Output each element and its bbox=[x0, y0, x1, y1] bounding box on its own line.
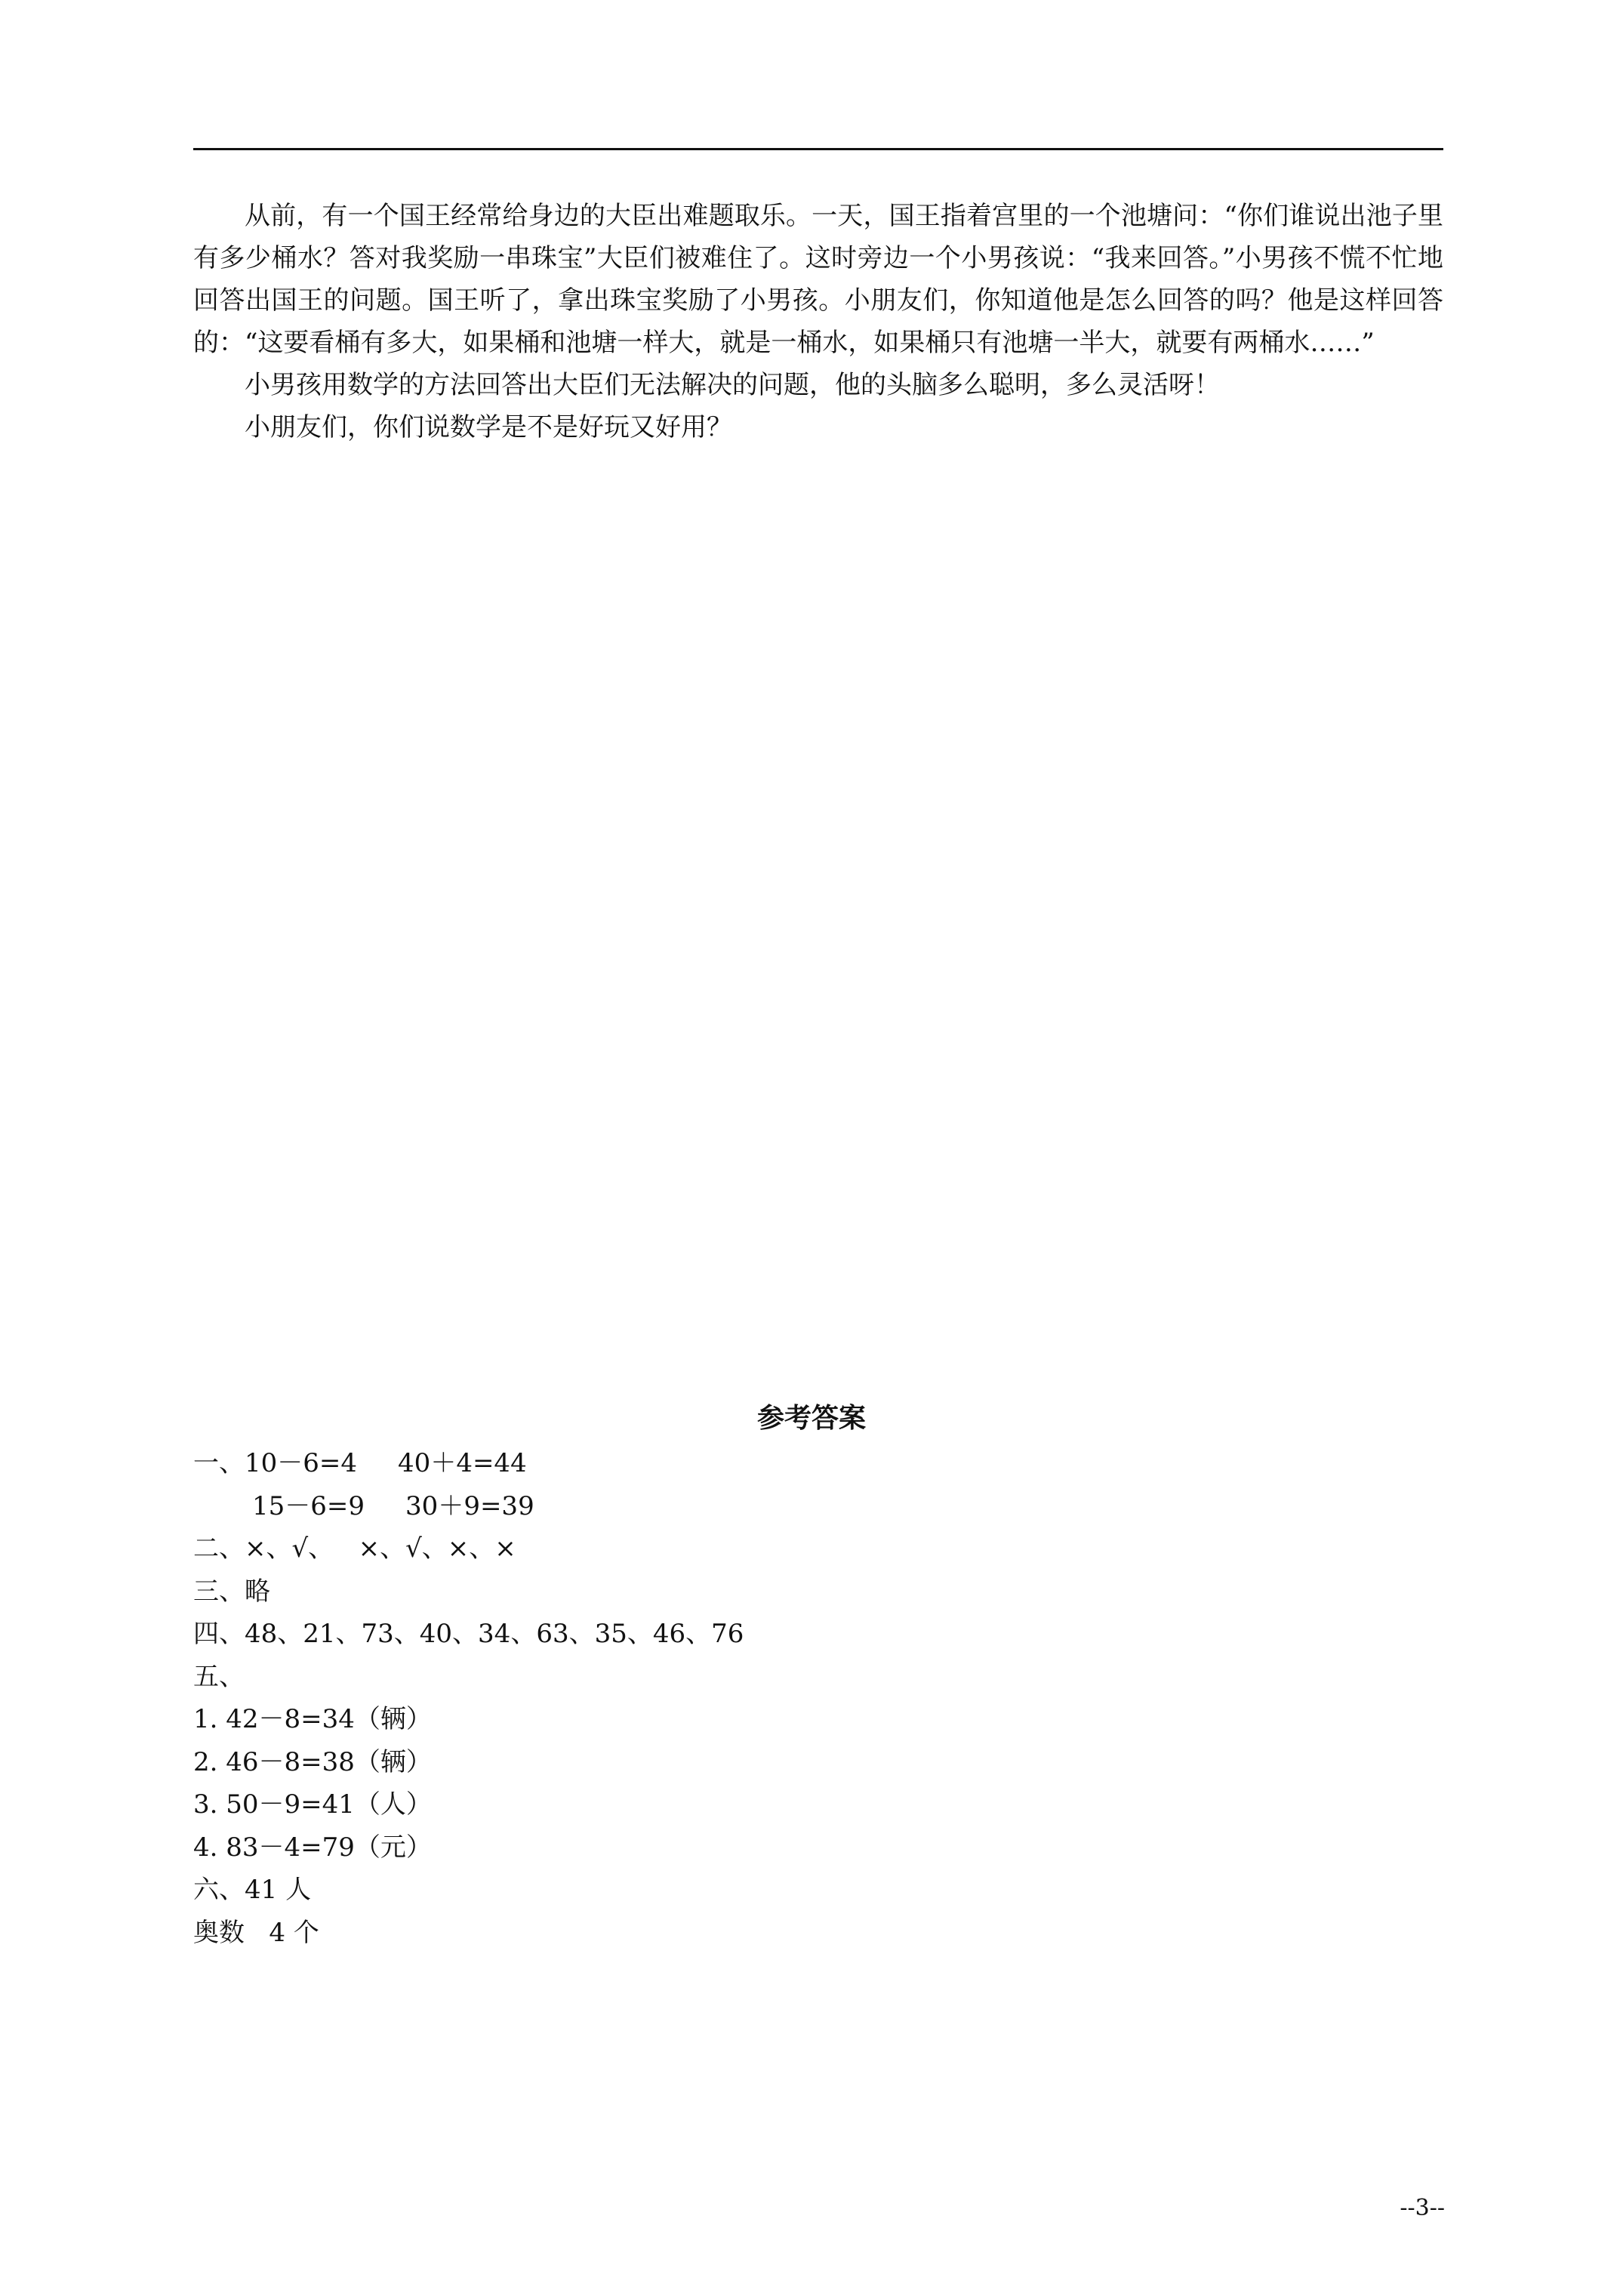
story-paragraph: 小男孩用数学的方法回答出大臣们无法解决的问题，他的头脑多么聪明，多么灵活呀！ bbox=[245, 370, 1220, 400]
answer-line: 3. 50－9=41（人） bbox=[193, 1789, 432, 1820]
answer-line: 1. 42－8=34（辆） bbox=[193, 1704, 432, 1734]
answer-line: 一、10－6=4 40＋4=44 bbox=[193, 1448, 527, 1478]
answer-line: 五、 bbox=[193, 1661, 245, 1692]
answer-line: 奥数 4 个 bbox=[193, 1917, 319, 1948]
answer-line: 四、48、21、73、40、34、63、35、46、76 bbox=[193, 1619, 744, 1649]
answer-line: 三、略 bbox=[193, 1576, 270, 1607]
answer-line: 2. 46－8=38（辆） bbox=[193, 1746, 432, 1777]
answer-line: 六、41 人 bbox=[193, 1875, 312, 1905]
page-number: --3-- bbox=[1400, 2195, 1445, 2221]
answers-title: 参考答案 bbox=[756, 1402, 866, 1434]
answer-line: 15－6=9 30＋9=39 bbox=[252, 1490, 534, 1521]
story-paragraph: 小朋友们，你们说数学是不是好玩又好用？ bbox=[245, 412, 732, 442]
answer-line: 二、×、√、 ×、√、×、× bbox=[193, 1533, 516, 1564]
story-section bbox=[193, 195, 1443, 448]
answers-list bbox=[193, 1442, 1443, 1954]
header-rule bbox=[193, 148, 1443, 150]
answer-line: 4. 83－4=79（元） bbox=[193, 1832, 432, 1863]
story-paragraph: 从前，有一个国王经常给身边的大臣出难题取乐。一天，国王指着宫里的一个池塘问：“你们谁说出池子里有多少桶水？答对我奖励一串珠宝”大臣们被难住了。这时旁边一个小男孩说：“我来回答。”小男孩不慌不忙地回答出国王的问题。国王听了，拿出珠宝奖励了小男孩。小朋友们，你知道他是怎么回答的吗？他是这样回答的：“这要看桶有多大，如果桶和池塘一样大，就是一桶水，如果桶只有池塘一半大，就要有两桶水……” bbox=[193, 201, 1443, 358]
